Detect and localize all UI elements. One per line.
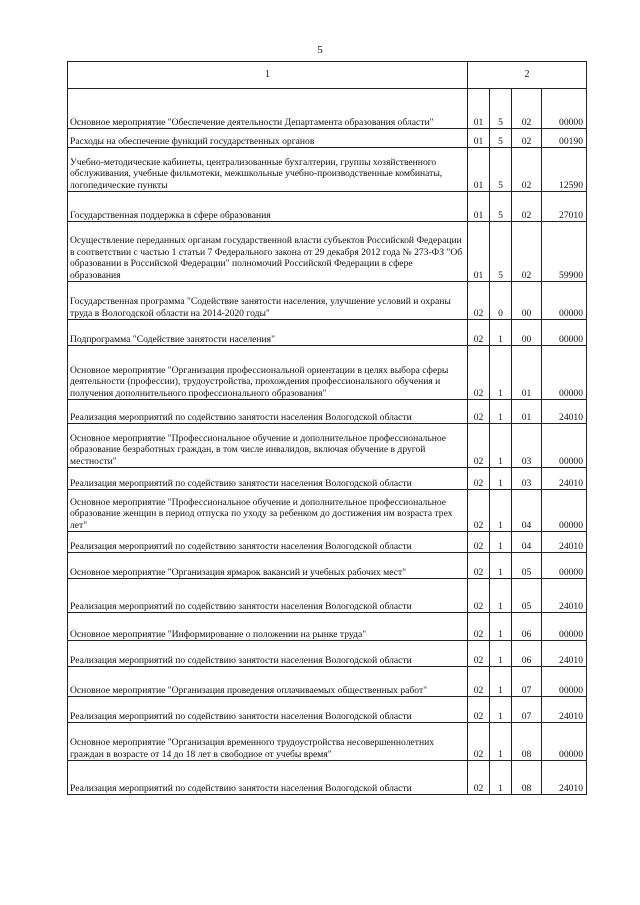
- code-program: 1: [490, 468, 512, 490]
- code-subprogram: 06: [512, 641, 542, 667]
- table-row: [68, 532, 587, 553]
- code-section: 02: [468, 613, 490, 641]
- page-number: 5: [317, 44, 323, 56]
- table-row: [68, 320, 587, 346]
- code-section: 02: [468, 282, 490, 320]
- code-section: 02: [468, 761, 490, 795]
- row-description: Реализация мероприятий по содействию занятости населения Вологодской области: [68, 532, 468, 553]
- row-description: Осуществление переданных органам государственной власти субъектов Российской Федерации в соответствии с частью 1 статьи 7 Федерального закона от 29 декабря 2012 года № 273-ФЗ "Об образовании в Российской Федерации" полномочий Российской Федерации в сфере образования: [68, 222, 468, 282]
- row-description: Государственная поддержка в сфере образования: [68, 192, 468, 222]
- row-description: Реализация мероприятий по содействию занятости населения Вологодской области: [68, 697, 468, 723]
- code-program: 1: [490, 613, 512, 641]
- table-row: [68, 192, 587, 222]
- code-subprogram: 04: [512, 532, 542, 553]
- row-description: Основное мероприятие "Организация ярмарок вакансий и учебных рабочих мест": [68, 553, 468, 579]
- row-description: Реализация мероприятий по содействию занятости населения Вологодской области: [68, 400, 468, 424]
- code-direction: 24010: [542, 400, 587, 424]
- code-direction: 00000: [542, 89, 587, 129]
- budget-table: [67, 61, 587, 795]
- code-direction: 00000: [542, 553, 587, 579]
- code-program: 1: [490, 320, 512, 346]
- code-section: 02: [468, 723, 490, 761]
- code-direction: 12590: [542, 148, 587, 192]
- table-row: [68, 129, 587, 148]
- code-program: 5: [490, 222, 512, 282]
- code-section: 02: [468, 490, 490, 532]
- code-direction: 24010: [542, 579, 587, 613]
- row-description: Реализация мероприятий по содействию занятости населения Вологодской области: [68, 761, 468, 795]
- row-description: Основное мероприятие "Профессиональное обучение и дополнительное профессиональное образование безработных граждан, в том числе инвалидов, включая обучение в другой местности": [68, 424, 468, 468]
- code-direction: 00000: [542, 346, 587, 400]
- code-direction: 24010: [542, 532, 587, 553]
- code-program: 5: [490, 148, 512, 192]
- row-description: Основное мероприятие "Информирование о положении на рынке труда": [68, 613, 468, 641]
- code-section: 02: [468, 400, 490, 424]
- code-direction: 24010: [542, 761, 587, 795]
- row-description: Реализация мероприятий по содействию занятости населения Вологодской области: [68, 641, 468, 667]
- row-description: Реализация мероприятий по содействию занятости населения Вологодской области: [68, 468, 468, 490]
- code-section: 02: [468, 553, 490, 579]
- code-program: 1: [490, 579, 512, 613]
- code-section: 02: [468, 468, 490, 490]
- table-header-row: [68, 62, 587, 89]
- code-direction: 24010: [542, 641, 587, 667]
- table-row: [68, 148, 587, 192]
- code-direction: 00000: [542, 424, 587, 468]
- code-subprogram: 07: [512, 697, 542, 723]
- code-subprogram: 02: [512, 89, 542, 129]
- code-subprogram: 00: [512, 282, 542, 320]
- table-row: [68, 641, 587, 667]
- code-subprogram: 00: [512, 320, 542, 346]
- code-section: 02: [468, 346, 490, 400]
- code-section: 02: [468, 320, 490, 346]
- code-subprogram: 03: [512, 468, 542, 490]
- code-program: 1: [490, 641, 512, 667]
- code-section: 01: [468, 129, 490, 148]
- code-program: 1: [490, 532, 512, 553]
- code-program: 0: [490, 282, 512, 320]
- code-program: 1: [490, 490, 512, 532]
- code-subprogram: 08: [512, 761, 542, 795]
- code-subprogram: 02: [512, 192, 542, 222]
- code-section: 02: [468, 532, 490, 553]
- code-direction: 00000: [542, 490, 587, 532]
- code-direction: 00000: [542, 282, 587, 320]
- code-program: 5: [490, 192, 512, 222]
- table-row: [68, 468, 587, 490]
- code-section: 01: [468, 192, 490, 222]
- table-row: [68, 222, 587, 282]
- code-program: 1: [490, 424, 512, 468]
- code-subprogram: 02: [512, 129, 542, 148]
- code-subprogram: 07: [512, 667, 542, 697]
- code-direction: 24010: [542, 468, 587, 490]
- table-row: [68, 553, 587, 579]
- row-description: Учебно-методические кабинеты, централизованные бухгалтерии, группы хозяйственного обслуживания, учебные фильмотеки, межшкольные учебно-производственные комбинаты, логопедические пункты: [68, 148, 468, 192]
- code-section: 02: [468, 697, 490, 723]
- code-subprogram: 02: [512, 148, 542, 192]
- row-description: Государственная программа "Содействие занятости населения, улучшение условий и охраны труда в Вологодской области на 2014-2020 годы": [68, 282, 468, 320]
- table-row: [68, 579, 587, 613]
- row-description: Основное мероприятие "Организация временного трудоустройства несовершеннолетних граждан в возрасте от 14 до 18 лет в свободное от учебы время": [68, 723, 468, 761]
- code-direction: 59900: [542, 222, 587, 282]
- code-section: 02: [468, 641, 490, 667]
- table-row: [68, 346, 587, 400]
- code-program: 1: [490, 697, 512, 723]
- code-section: 02: [468, 667, 490, 697]
- row-description: Реализация мероприятий по содействию занятости населения Вологодской области: [68, 579, 468, 613]
- code-section: 01: [468, 148, 490, 192]
- code-direction: 00000: [542, 320, 587, 346]
- code-subprogram: 05: [512, 553, 542, 579]
- code-direction: 00000: [542, 723, 587, 761]
- table-row: [68, 89, 587, 129]
- row-description: Расходы на обеспечение функций государственных органов: [68, 129, 468, 148]
- table-row: [68, 697, 587, 723]
- table-row: [68, 490, 587, 532]
- code-program: 1: [490, 667, 512, 697]
- code-program: 5: [490, 129, 512, 148]
- row-description: Подпрограмма "Содействие занятости населения": [68, 320, 468, 346]
- code-subprogram: 02: [512, 222, 542, 282]
- code-section: 01: [468, 89, 490, 129]
- code-subprogram: 01: [512, 346, 542, 400]
- code-subprogram: 05: [512, 579, 542, 613]
- table-row: [68, 667, 587, 697]
- table-row: [68, 424, 587, 468]
- row-description: Основное мероприятие "Организация проведения оплачиваемых общественных работ": [68, 667, 468, 697]
- header-col-2: 2: [468, 62, 587, 89]
- code-subprogram: 06: [512, 613, 542, 641]
- row-description: Основное мероприятие "Обеспечение деятельности Департамента образования области": [68, 89, 468, 129]
- code-direction: 00000: [542, 667, 587, 697]
- code-section: 01: [468, 222, 490, 282]
- code-program: 1: [490, 346, 512, 400]
- code-subprogram: 01: [512, 400, 542, 424]
- row-description: Основное мероприятие "Организация профессиональной ориентации в целях выбора сферы деятельности (профессии), трудоустройства, прохождения профессионального обучения и получения дополнительного профессионального образования": [68, 346, 468, 400]
- code-section: 02: [468, 579, 490, 613]
- table-row: [68, 761, 587, 795]
- code-program: 1: [490, 553, 512, 579]
- code-program: 1: [490, 723, 512, 761]
- table-row: [68, 282, 587, 320]
- code-direction: 24010: [542, 697, 587, 723]
- code-subprogram: 04: [512, 490, 542, 532]
- table-row: [68, 400, 587, 424]
- code-subprogram: 08: [512, 723, 542, 761]
- code-direction: 27010: [542, 192, 587, 222]
- table-row: [68, 723, 587, 761]
- header-col-1: 1: [68, 62, 468, 89]
- code-program: 1: [490, 761, 512, 795]
- code-section: 02: [468, 424, 490, 468]
- code-subprogram: 03: [512, 424, 542, 468]
- code-direction: 00190: [542, 129, 587, 148]
- row-description: Основное мероприятие "Профессиональное обучение и дополнительное профессиональное образование женщин в период отпуска по уходу за ребенком до достижения им возраста трех лет": [68, 490, 468, 532]
- code-program: 1: [490, 400, 512, 424]
- code-program: 5: [490, 89, 512, 129]
- table-row: [68, 613, 587, 641]
- code-direction: 00000: [542, 613, 587, 641]
